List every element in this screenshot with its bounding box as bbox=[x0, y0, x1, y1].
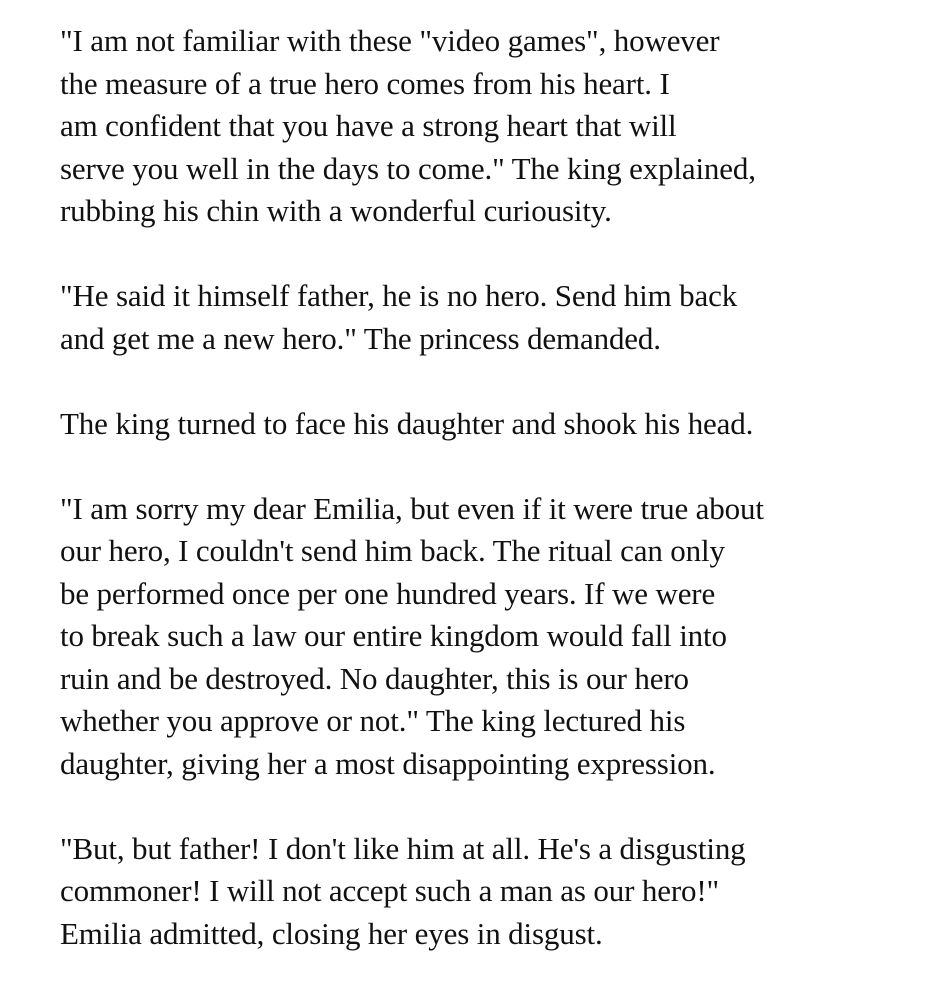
text-line: to break such a law our entire kingdom would fall into bbox=[60, 618, 727, 653]
paragraph-2 bbox=[60, 275, 920, 360]
text-line: be performed once per one hundred years. If we were bbox=[60, 575, 716, 611]
text-line: commoner! I will not accept such a man as our hero!" bbox=[60, 873, 720, 908]
paragraph-4 bbox=[60, 488, 920, 786]
paragraph-1 bbox=[60, 20, 920, 233]
text-line: our hero, I couldn't send him back. The ritual can only bbox=[60, 533, 725, 568]
paragraph-3 bbox=[60, 403, 920, 446]
text-line: am confident that you have a strong heart that will bbox=[60, 108, 677, 143]
text-line: the measure of a true hero comes from his heart. I bbox=[60, 65, 670, 101]
text-line: "I am not familiar with these "video games", however bbox=[60, 23, 720, 58]
text-line: ruin and be destroyed. No daughter, this is our hero bbox=[60, 660, 689, 696]
text-line: "I am sorry my dear Emilia, but even if it were true about bbox=[60, 490, 764, 526]
text-line: The king turned to face his daughter and shook his head. bbox=[60, 405, 754, 441]
text-line: whether you approve or not." The king lectured his bbox=[60, 703, 686, 738]
text-line: rubbing his chin with a wonderful curiousity. bbox=[60, 193, 612, 228]
text-line: and get me a new hero." The princess demanded. bbox=[60, 320, 661, 356]
text-line: "But, but father! I don't like him at all. He's a disgusting bbox=[60, 830, 746, 866]
text-line: "He said it himself father, he is no hero. Send him back bbox=[60, 278, 738, 313]
paragraph-5 bbox=[60, 828, 920, 956]
text-line: serve you well in the days to come." The king explained, bbox=[60, 150, 756, 186]
story-text bbox=[60, 20, 920, 955]
text-line: daughter, giving her a most disappointing expression. bbox=[60, 745, 716, 781]
text-line: Emilia admitted, closing her eyes in disgust. bbox=[60, 915, 603, 951]
